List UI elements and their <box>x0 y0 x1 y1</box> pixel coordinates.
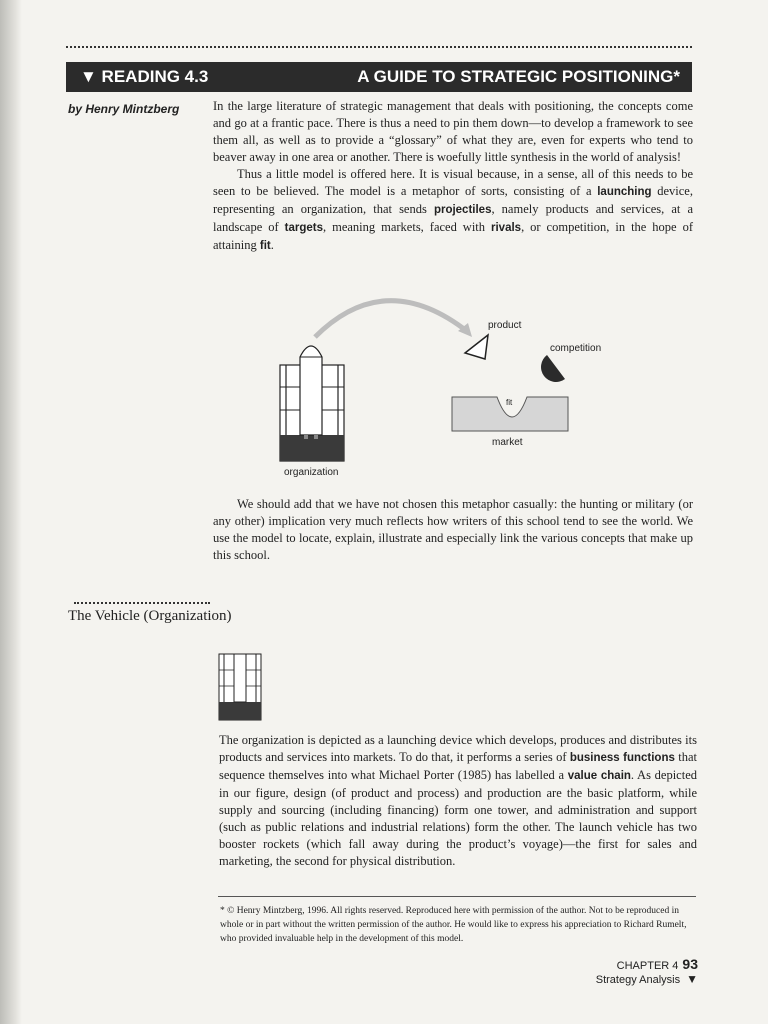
intro-text <box>213 98 693 255</box>
section-dotted-rule <box>74 602 210 604</box>
vehicle-icon <box>218 652 262 722</box>
copyright-footnote: * © Henry Mintzberg, 1996. All rights reserved. Reproduced here with permission of the author. Not to be reproduced in whole or in part without the written permission of the author. He would like to express his appreciation to Richard Rumelt, who provided invaluable help in the development of this model. <box>220 906 687 944</box>
organization-rocket-icon <box>280 346 344 461</box>
fit-label: fit <box>506 398 513 407</box>
reading-number: ▼ READING 4.3 <box>80 67 209 86</box>
reading-title: A GUIDE TO STRATEGIC POSITIONING* <box>357 67 680 86</box>
top-dotted-rule <box>66 46 692 48</box>
product-label: product <box>488 320 522 331</box>
page-number: 93 <box>682 956 698 972</box>
organization-label: organization <box>284 467 339 478</box>
product-projectile-icon <box>465 335 488 359</box>
positioning-model-figure <box>260 285 620 485</box>
metaphor-paragraph: We should add that we have not chosen this metaphor casually: the hunting or military (or any other) implication very much reflects how writers of this school tend to see the world. We use the model to locate, explain, illustrate and especially link the various concepts that make up this school. <box>213 497 693 562</box>
vehicle-paragraph: The organization is depicted as a launching device which develops, produces and distributes its products and services into markets. To do that, it performs a series of business functions that sequence themselves into what Michael Porter (1985) has labelled a value chain. As depicted in our figure, design (of product and process) and production are the basic platform, while supply and sourcing (including financing) form one tower, and administration and support (such as public relations and industrial relations) form the other. The launch vehicle has two booster rockets (which fall away during the product’s voyage)—the first for sales and marketing, the second for physical distribution. <box>219 733 697 868</box>
chapter-subtitle: Strategy Analysis <box>595 974 681 986</box>
footnote-rule <box>218 896 696 897</box>
market-label: market <box>492 437 523 448</box>
reading-banner <box>66 62 692 92</box>
author-byline: by Henry Mintzberg <box>68 102 180 116</box>
competition-icon <box>541 355 565 382</box>
page-footer <box>596 956 698 986</box>
competition-label: competition <box>550 343 602 354</box>
section-heading: The Vehicle (Organization) <box>68 608 232 624</box>
intro-paragraph-1: In the large literature of strategic management that deals with positioning, the concepts come and go at a frantic pace. There is thus a need to pin them down—to develop a framework to see them all, as well as to provide a “glossary” of what they are, even for experts who tend to beaver away in one area or another. There is woefully little synthesis in the world of analysis! <box>213 99 693 164</box>
page-gutter-shadow <box>0 0 22 1024</box>
intro-paragraph-2: Thus a little model is offered here. It is visual because, in a sense, all of this needs to be seen to be believed. The model is a metaphor of sorts, consisting of a launching device, representing an organization, that sends projectiles, namely products and services, at a landscape of targets, meaning markets, faced with rivals, or competition, in the hope of attaining fit. <box>213 167 693 252</box>
trajectory-arc <box>315 301 468 337</box>
down-triangle-icon: ▼ <box>686 972 698 986</box>
chapter-label: CHAPTER 4 <box>616 960 679 972</box>
